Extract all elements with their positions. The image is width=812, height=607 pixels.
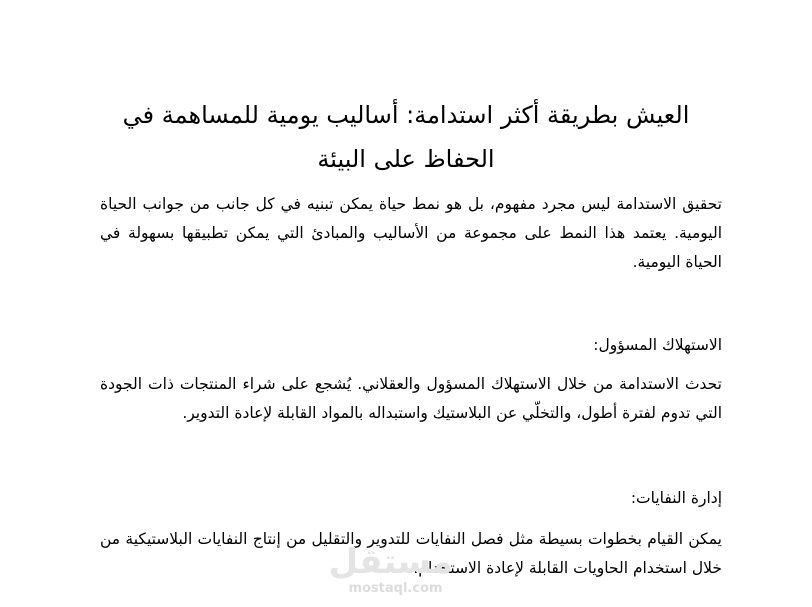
watermark-url-text: mostaql.com [348, 581, 443, 596]
section-body-waste-management: يمكن القيام بخطوات بسيطة مثل فصل النفايات للتدوير والتقليل من إنتاج النفايات البلاستيكية من خلال استخدام الحاويات القابلة لإعادة الاستخدام. [100, 530, 722, 577]
document-title: العيش بطريقة أكثر استدامة: أساليب يومية للمساهمة في الحفاظ على البيئة [122, 101, 690, 173]
mostaql-watermark [328, 542, 453, 601]
section-heading-waste-management: إدارة النفايات: [630, 489, 722, 507]
watermark-logo-text: مستقل [328, 542, 453, 582]
section-body-responsible-consumption: تحدث الاستدامة من خلال الاستهلاك المسؤول والعقلاني. يُشجع على شراء المنتجات ذات الجودة التي تدوم لفترة أطول، والتخلّي عن البلاستيك واستبداله بالمواد القابلة لإعادة التدوير. [100, 375, 722, 422]
section-heading-responsible-consumption: الاستهلاك المسؤول: [593, 336, 722, 354]
intro-paragraph: تحقيق الاستدامة ليس مجرد مفهوم، بل هو نمط حياة يمكن تبنيه في كل جانب من جوانب الحياة اليومية. يعتمد هذا النمط على مجموعة من الأساليب والمبادئ التي يمكن تطبيقها بسهولة في الحياة اليومية. [100, 195, 722, 271]
